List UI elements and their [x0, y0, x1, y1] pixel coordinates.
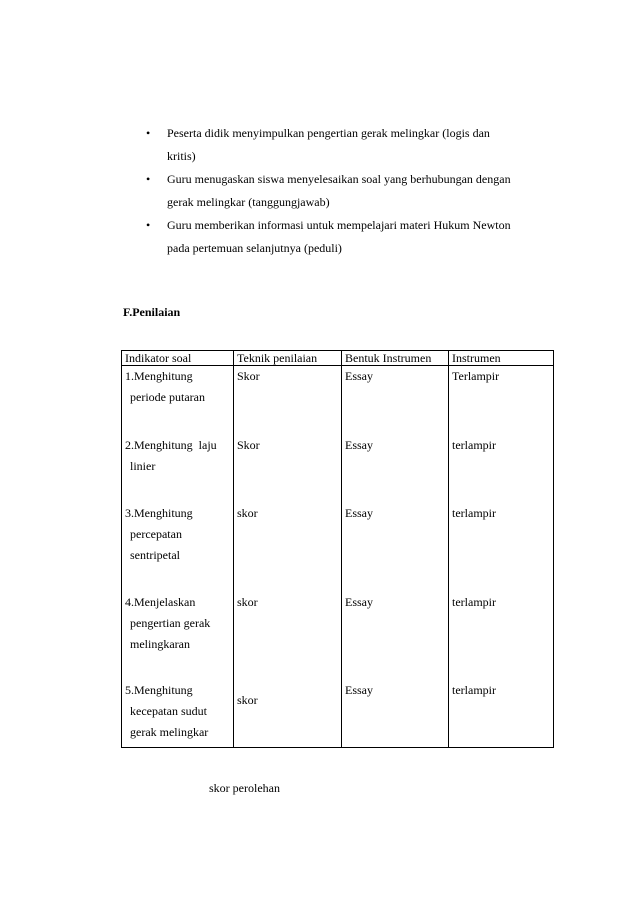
teknik-cell: Skor — [234, 435, 342, 503]
bullet-line-1: Guru memberikan informasi untuk mempelajari materi Hukum Newton — [167, 218, 511, 232]
bullet-item — [146, 168, 566, 214]
score-label: skor perolehan — [209, 781, 280, 795]
indicator-line: linier — [130, 458, 156, 473]
bentuk-cell: Essay — [342, 680, 449, 748]
indicator-line: melingkaran — [130, 636, 190, 651]
indicator-line: percepatan — [130, 526, 182, 541]
table-header-row — [122, 351, 554, 366]
indicator-cell — [122, 503, 234, 592]
header-bentuk: Bentuk Instrumen — [342, 351, 449, 366]
indicator-cell — [122, 435, 234, 503]
table-row — [122, 435, 554, 503]
instrumen-cell: terlampir — [449, 680, 554, 748]
instrumen-cell: terlampir — [449, 503, 554, 592]
bullet-dot-icon: • — [146, 218, 151, 232]
bullet-line-1: Peserta didik menyimpulkan pengertian gerak melingkar (logis dan — [167, 126, 490, 140]
indicator-line: 1.Menghitung — [125, 369, 193, 383]
indicator-line: pengertian gerak — [130, 615, 211, 630]
indicator-cell — [122, 592, 234, 680]
bullet-line-2: gerak melingkar (tanggungjawab) — [167, 195, 330, 209]
bullet-line-1: Guru menugaskan siswa menyelesaikan soal yang berhubungan dengan — [167, 172, 511, 186]
bullet-list — [146, 122, 566, 260]
indicator-line: periode putaran — [130, 390, 205, 404]
indicator-line: sentripetal — [130, 547, 180, 562]
teknik-cell — [234, 680, 342, 748]
header-instrumen: Instrumen — [449, 351, 554, 366]
indicator-line: kecepatan sudut — [130, 703, 207, 718]
assessment-table — [121, 350, 554, 748]
bentuk-cell: Essay — [342, 435, 449, 503]
instrumen-cell: terlampir — [449, 592, 554, 680]
indicator-line: 4.Menjelaskan — [125, 594, 196, 609]
instrumen-cell: Terlampir — [449, 366, 554, 435]
teknik-cell: Skor — [234, 366, 342, 435]
bullet-dot-icon: • — [146, 126, 151, 140]
header-indikator: Indikator soal — [122, 351, 234, 366]
teknik-cell: skor — [234, 503, 342, 592]
bentuk-cell: Essay — [342, 366, 449, 435]
table-row — [122, 366, 554, 435]
indicator-line: gerak melingkar — [130, 724, 209, 739]
indicator-line: 3.Menghitung — [125, 505, 193, 520]
bullet-line-2: kritis) — [167, 149, 196, 163]
teknik-text: skor — [237, 692, 258, 707]
bullet-dot-icon: • — [146, 172, 151, 186]
table-row — [122, 680, 554, 748]
section-heading: F.Penilaian — [123, 305, 181, 319]
indicator-cell — [122, 366, 234, 435]
indicator-line: 5.Menghitung — [125, 682, 193, 697]
indicator-cell — [122, 680, 234, 748]
bentuk-cell: Essay — [342, 592, 449, 680]
header-teknik: Teknik penilaian — [234, 351, 342, 366]
bullet-line-2: pada pertemuan selanjutnya (peduli) — [167, 241, 342, 255]
bullet-item — [146, 214, 566, 260]
bentuk-cell: Essay — [342, 503, 449, 592]
instrumen-cell: terlampir — [449, 435, 554, 503]
table-row — [122, 503, 554, 592]
table-row — [122, 592, 554, 680]
bullet-item — [146, 122, 566, 168]
indicator-line: 2.Menghitung laju — [125, 437, 217, 452]
teknik-cell: skor — [234, 592, 342, 680]
